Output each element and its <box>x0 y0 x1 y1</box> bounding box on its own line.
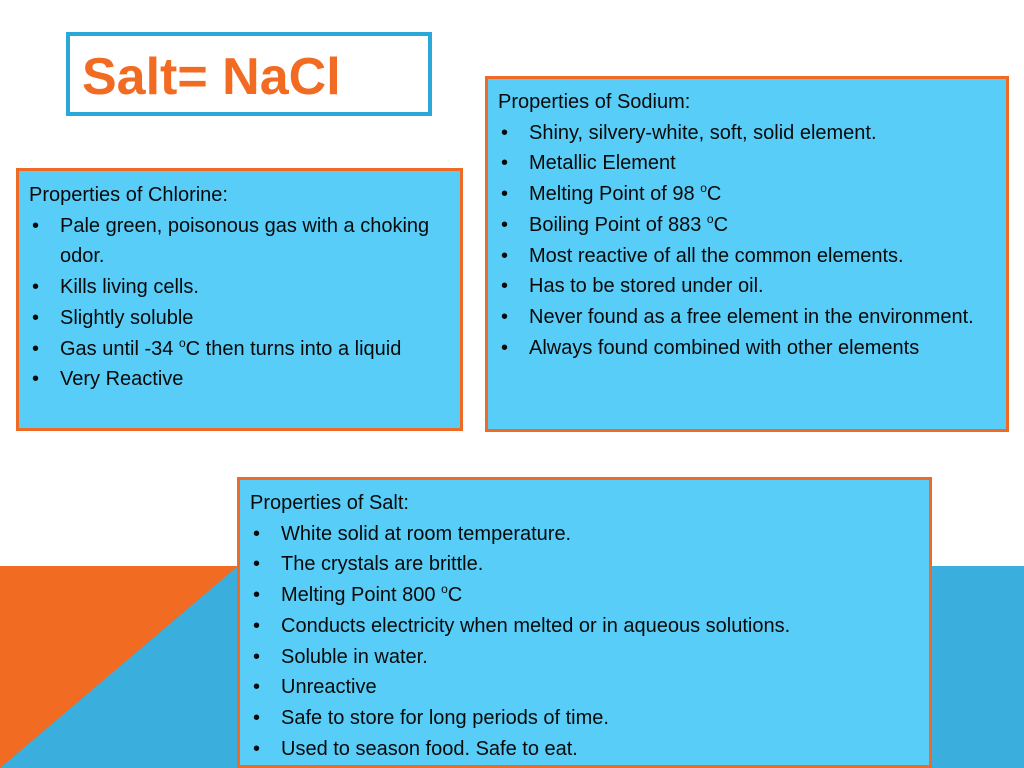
bullet-icon: • <box>253 706 261 729</box>
list-item <box>240 642 929 673</box>
bullet-icon: • <box>32 368 40 391</box>
bullet-icon: • <box>501 305 509 328</box>
list-item <box>19 211 460 272</box>
list-item <box>488 148 1006 179</box>
list-item <box>240 703 929 734</box>
list-item <box>488 302 1006 333</box>
list-item <box>240 580 929 611</box>
chlorine-heading: Properties of Chlorine: <box>29 184 228 206</box>
bullet-icon: • <box>501 213 509 236</box>
list-item-text: White solid at room temperature. <box>281 522 572 545</box>
bullet-icon: • <box>253 676 261 699</box>
sodium-heading: Properties of Sodium: <box>498 91 691 113</box>
list-item-text: Pale green, poisonous gas with a choking odor. <box>60 214 430 268</box>
list-item-text: Most reactive of all the common elements. <box>529 244 904 267</box>
title-box <box>66 32 432 116</box>
list-item <box>240 519 929 550</box>
list-item <box>488 179 1006 210</box>
list-item-text: Unreactive <box>281 676 377 699</box>
list-item-text: Never found as a free element in the environment. <box>529 305 974 328</box>
list-item <box>488 118 1006 149</box>
degree-sign: o <box>706 211 714 226</box>
salt-list <box>240 519 929 765</box>
list-item-text: Melting Point of 98 $^o$C <box>529 181 722 206</box>
degree-sign: o <box>441 582 448 597</box>
bullet-icon: • <box>253 522 261 545</box>
degree-sign: o <box>700 181 707 196</box>
list-item-text: The crystals are brittle. <box>281 553 484 576</box>
list-item <box>19 303 460 334</box>
slide-title: Salt= NaCl <box>82 48 341 106</box>
blue-band <box>930 566 1024 768</box>
list-item-text: Metallic Element <box>529 152 676 175</box>
list-item <box>488 333 1006 364</box>
bullet-icon: • <box>32 214 40 237</box>
list-item-text: Very Reactive <box>60 368 184 391</box>
list-item-text: Soluble in water. <box>281 645 428 668</box>
list-item <box>19 272 460 303</box>
bullet-icon: • <box>253 584 261 607</box>
bullet-icon: • <box>501 183 509 206</box>
bullet-icon: • <box>32 337 40 360</box>
chlorine-properties-panel <box>16 168 463 431</box>
list-item <box>19 334 460 365</box>
list-item-text: Boiling Point of 883 $^o$C <box>529 211 729 236</box>
list-item-text: Conducts electricity when melted or in aqueous solutions. <box>281 614 791 637</box>
bullet-icon: • <box>253 737 261 760</box>
bullet-icon: • <box>501 152 509 175</box>
list-item <box>488 241 1006 272</box>
bullet-icon: • <box>501 336 509 359</box>
bullet-icon: • <box>501 275 509 298</box>
bullet-icon: • <box>253 553 261 576</box>
list-item <box>488 271 1006 302</box>
chlorine-list <box>19 211 460 395</box>
degree-sign: o <box>178 335 186 350</box>
list-item <box>488 210 1006 241</box>
salt-heading: Properties of Salt: <box>250 492 409 514</box>
bullet-icon: • <box>32 306 40 329</box>
list-item-text: Gas until -34 $^o$C then turns into a liquid <box>60 335 402 360</box>
list-item-text: Melting Point 800 $^o$C <box>281 582 463 607</box>
sodium-list <box>488 118 1006 364</box>
list-item <box>240 611 929 642</box>
list-item-text: Has to be stored under oil. <box>529 275 764 298</box>
bullet-icon: • <box>501 121 509 144</box>
list-item <box>240 734 929 765</box>
sodium-properties-panel <box>485 76 1009 432</box>
list-item-text: Always found combined with other elements <box>529 336 920 359</box>
list-item-text: Slightly soluble <box>60 306 194 329</box>
list-item <box>19 364 460 395</box>
list-item-text: Used to season food. Safe to eat. <box>281 737 578 760</box>
bullet-icon: • <box>501 244 509 267</box>
list-item-text: Safe to store for long periods of time. <box>281 706 609 729</box>
salt-properties-panel <box>237 477 932 768</box>
bullet-icon: • <box>253 645 261 668</box>
list-item <box>240 672 929 703</box>
bullet-icon: • <box>253 614 261 637</box>
list-item-text: Shiny, silvery-white, soft, solid element. <box>529 121 877 144</box>
list-item-text: Kills living cells. <box>60 276 199 299</box>
list-item <box>240 549 929 580</box>
bullet-icon: • <box>32 276 40 299</box>
